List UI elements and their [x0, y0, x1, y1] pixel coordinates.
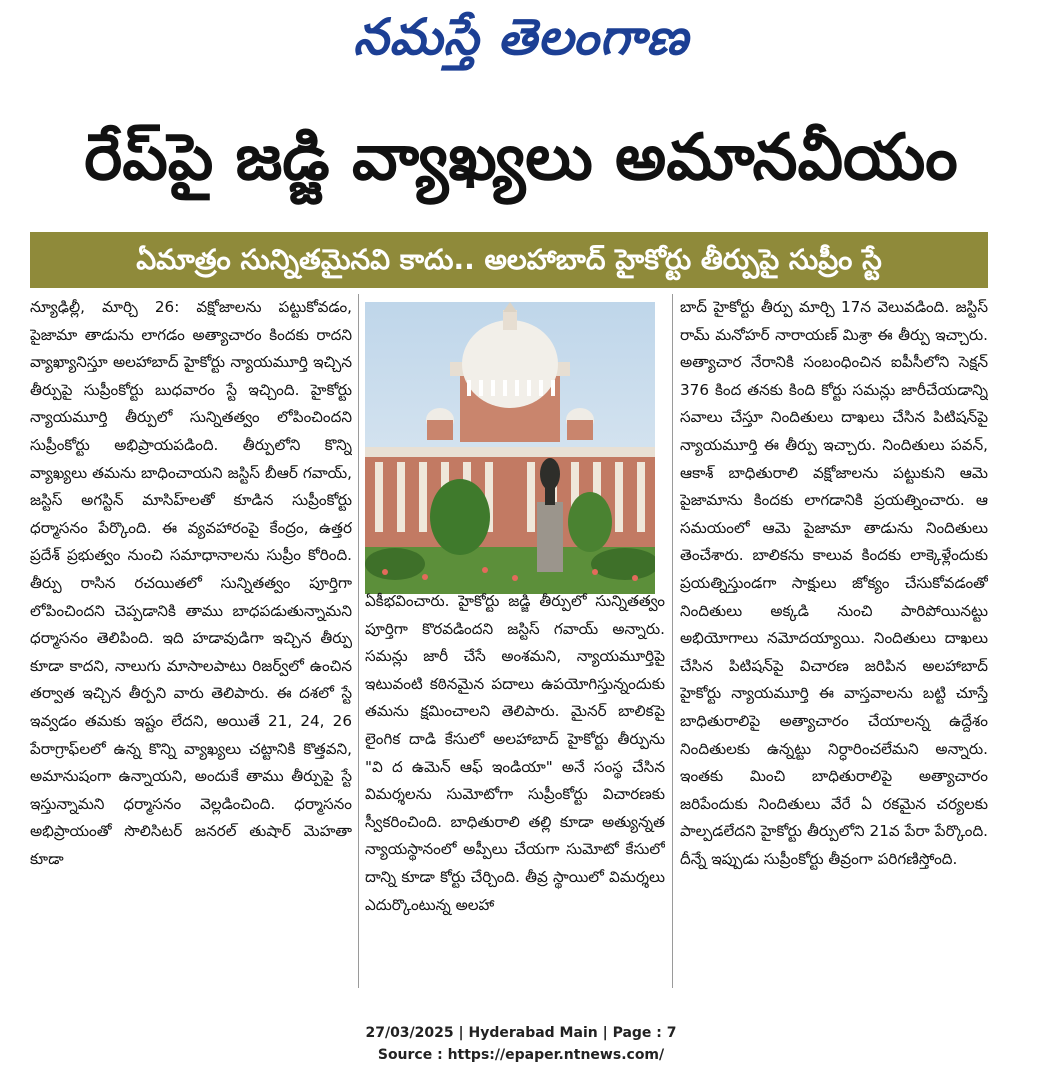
headline: రేప్‌పై జడ్జి వ్యాఖ్యలు అమానవీయం: [84, 121, 958, 195]
article-column-3: బాద్ హైకోర్టు తీర్పు మార్చి 17న వెలువడింది. జస్టిస్ రామ్ మనోహర్ నారాయణ్ మిశ్రా ఈ తీర్పు ఇచ్చారు. అత్యాచార నేరానికి సంబంధించిన ఐపీసీలోని సెక్షన్ 376 కింద తనకు కింది కోర్టు సమన్లు జారీచేయడాన్ని సవాలు చేస్తూ నిందితులు దాఖలు చేసిన పిటిషన్‌పై న్యాయమూర్తి ఈ తీర్పు ఇచ్చారు. నిందితులు పవన్, ఆకాశ్ బాధితురాలి వక్షోజాలను పట్టుకుని ఆమె పైజామాను కిందకు లాగడానికి ప్రయత్నించారు. ఆ సమయంలో ఆమె పైజామా తాడును నిందితులు తెంచేశారు. బాలికను కాలువ కిందకు లాక్కెళ్లేందుకు ప్రయత్నిస్తుండగా సాక్షులు జోక్యం చేసుకోవడంతో నిందితులు అక్కడి నుంచి పారిపోయినట్టు అభియోగాలు నమోదయ్యాయి. నిందితులు దాఖలు చేసిన పిటిషన్‌పై విచారణ జరిపిన అలహాబాద్ హైకోర్టు న్యాయమూర్తి ఈ వాస్తవాలను బట్టి చూస్తే బాధితురాలిపై అత్యాచారం చేయాలన్న ఉద్దేశం నిందితులకు ఉన్నట్టు నిర్ధారించలేమని అన్నారు. ఇంతకు మించి బాధితురాలిపై అత్యాచారం జరిపేందుకు నిందితులు వేరే ఏ రకమైన చర్యలకు పాల్పడలేదని హైకోర్టు తీర్పులోని 21వ పేరా పేర్కొంది. దీన్నే ఇప్పుడు సుప్రీంకోర్టు తీవ్రంగా పరిగణిస్తోంది.: [680, 298, 988, 868]
masthead-logo: నమస్తే తెలంగాణ: [353, 8, 689, 66]
article-column-2: ఏకీభవించారు. హైకోర్టు జడ్జి తీర్పులో సున్నితత్వం పూర్తిగా కొరవడిందని జస్టిస్ గవాయ్ అన్నారు. సమన్లు జారీ చేసే అంశమని, న్యాయమూర్తిపై ఇటువంటి కఠినమైన పదాలు ఉపయోగిస్తున్నందుకు తమను క్షమించాలని తెలిపారు. మైనర్ బాలికపై లైంగిక దాడి కేసులో అలహాబాద్ హైకోర్టు తీర్పును "వి ద ఉమెన్ ఆఫ్ ఇండియా" అనే సంస్థ చేసిన విమర్శలను సుమోటోగా సుప్రీంకోర్టు విచారణకు స్వీకరించింది. బాధితురాలి తల్లి కూడా అత్యున్నత న్యాయస్థానంలో అప్పీలు చేయగా సుమోటో కేసులో దాన్ని కూడా కోర్టు చేర్చింది. తీవ్ర స్థాయిలో విమర్శలు ఎదుర్కొంటున్న అలహా: [365, 592, 665, 914]
column-divider: [672, 294, 673, 988]
subheadline-bar: ఏమాత్రం సున్నితమైనవి కాదు.. అలహాబాద్ హైకోర్టు తీర్పుపై సుప్రీం స్టే: [30, 232, 988, 288]
edition-info: 27/03/2025 | Hyderabad Main | Page : 7: [365, 1025, 677, 1041]
supreme-court-illustration: [365, 302, 655, 594]
column-divider: [358, 294, 359, 988]
supreme-court-photo: [365, 302, 655, 594]
source-link[interactable]: Source : https://epaper.ntnews.com/: [377, 1047, 665, 1063]
article-column-1: న్యూఢిల్లీ, మార్చి 26: వక్షోజాలను పట్టుకోవడం, పైజామా తాడును లాగడం అత్యాచారం కిందకు రాదని వ్యాఖ్యానిస్తూ అలహాబాద్ హైకోర్టు న్యాయమూర్తి ఇచ్చిన తీర్పుపై సుప్రీంకోర్టు బుధవారం స్టే ఇచ్చింది. హైకోర్టు న్యాయమూర్తి తీర్పులో సున్నితత్వం లోపించిందని సుప్రీంకోర్టు అభిప్రాయపడింది. తీర్పులోని కొన్ని వ్యాఖ్యలు తమను బాధించాయని జస్టిస్ బీఆర్ గవాయ్, జస్టిస్ అగస్టిన్ మాసిహ్‌లతో కూడిన సుప్రీంకోర్టు ధర్మాసనం పేర్కొంది. ఈ వ్యవహారంపై కేంద్రం, ఉత్తర ప్రదేశ్ ప్రభుత్వం నుంచి సమాధానాలను సుప్రీం కోరింది. తీర్పు రాసిన రచయితలో సున్నితత్వం పూర్తిగా లోపించిందని చెప్పడానికి తాము బాధపడుతున్నామని ధర్మాసనం తెలిపింది. ఇది హడావుడిగా ఇచ్చిన తీర్పు కూడా కాదని, నాలుగు మాసాలపాటు రిజర్వ్‌లో ఉంచిన తర్వాత ఇచ్చిన తీర్పని వారు తెలిపారు. ఈ దశలో స్టే ఇవ్వడం తమకు ఇష్టం లేదని, అయితే 21, 24, 26 పేరాగ్రాఫ్‌లలో ఉన్న కొన్ని వ్యాఖ్యలు చట్టానికి కొత్తవని, అమానుషంగా ఉన్నాయని, అందుకే తాము తీర్పుపై స్టే ఇస్తున్నామని ధర్మాసనం వెల్లడించింది. ధర్మాసనం అభిప్రాయంతో సొలిసిటర్ జనరల్ తుషార్ మెహతా కూడా: [30, 298, 352, 868]
